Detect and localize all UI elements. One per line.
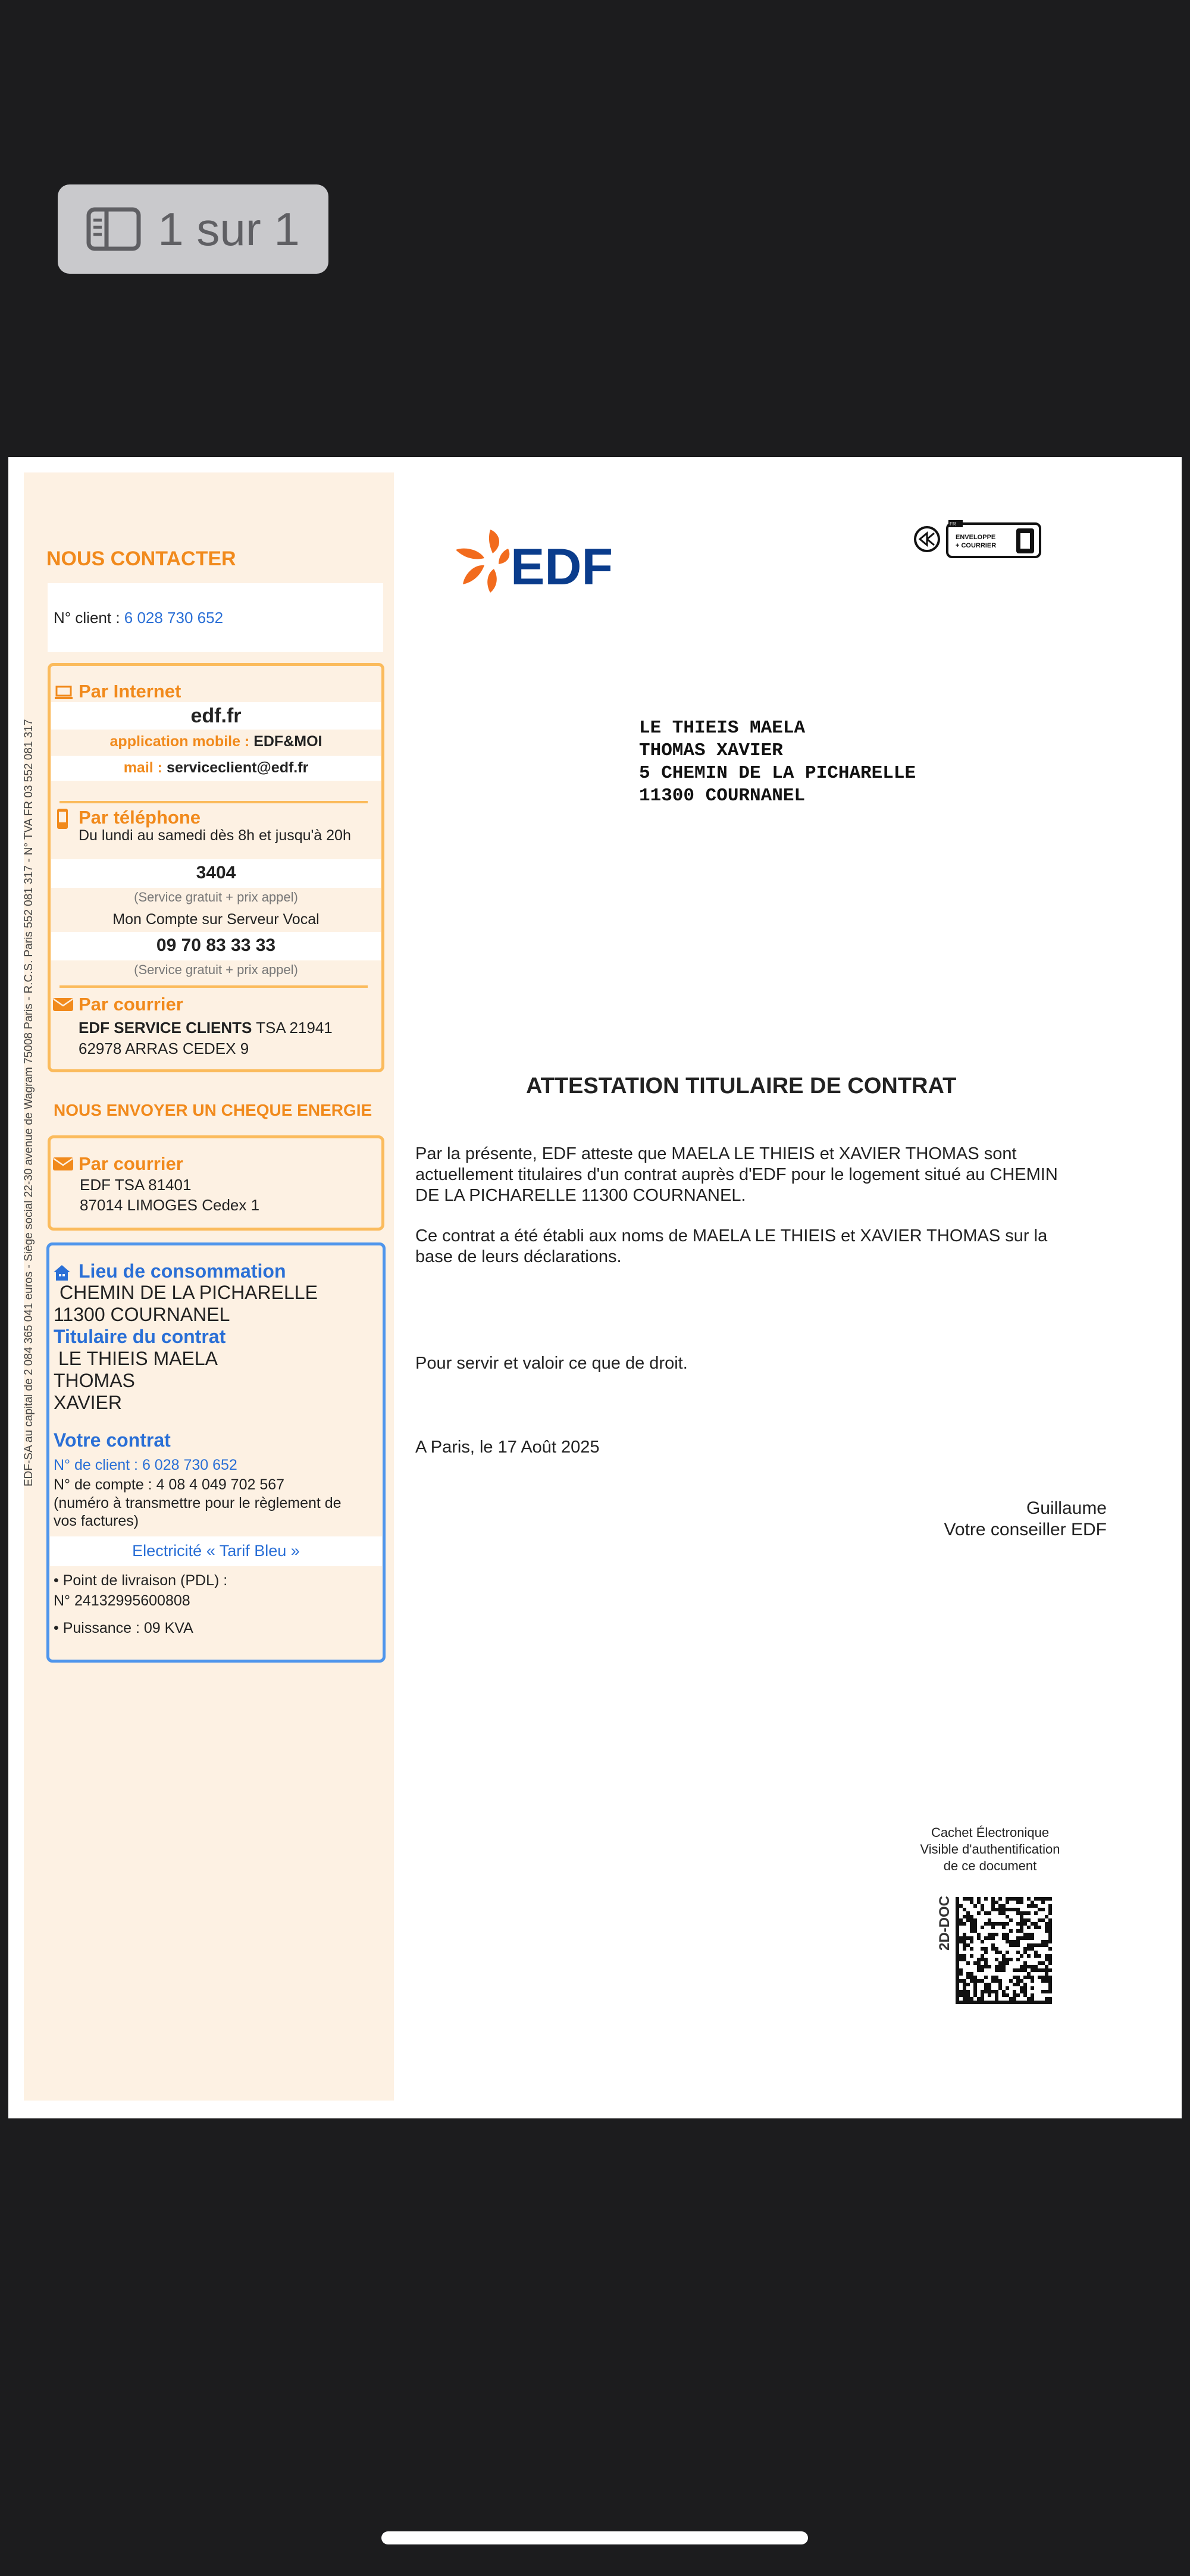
contact-title: NOUS CONTACTER [46, 547, 236, 570]
internet-title: Par Internet [79, 681, 181, 702]
contract-title: Votre contrat [54, 1429, 171, 1451]
envelope-icon [52, 1157, 74, 1171]
datamatrix-label: 2D-DOC [937, 1895, 953, 1951]
mail-service-name: EDF SERVICE CLIENTS [79, 1019, 252, 1037]
contract-client-number: N° de client : 6 028 730 652 [54, 1457, 237, 1473]
pdl-label: • Point de livraison (PDL) : [54, 1572, 228, 1589]
phone-number-2[interactable]: 09 70 83 33 33 [156, 935, 276, 955]
cheque-title: NOUS ENVOYER UN CHEQUE ENERGIE [54, 1101, 372, 1119]
divider [60, 985, 368, 988]
phone-hours: Du lundi au samedi dès 8h et jusqu'à 20h [79, 827, 351, 844]
letter-date: A Paris, le 17 Août 2025 [415, 1438, 600, 1457]
contract-account-note-2: vos factures) [54, 1513, 139, 1529]
phone-icon [56, 808, 69, 830]
paragraph-3: Pour servir et valoir ce que de droit. [415, 1354, 688, 1373]
house-icon [52, 1264, 71, 1282]
mail-title: Par courrier [79, 994, 183, 1015]
home-indicator[interactable] [381, 2531, 808, 2544]
contract-offer: Electricité « Tarif Bleu » [132, 1542, 300, 1560]
seal-caption-line-2: Visible d'authentification [920, 1842, 1060, 1857]
recipient-line-3: 5 CHEMIN DE LA PICHARELLE [639, 763, 916, 784]
edf-logo-icon [453, 522, 632, 600]
app-line [51, 733, 381, 750]
mail-service-tsa: TSA 21941 [252, 1019, 333, 1037]
pdl-number: N° 24132995600808 [54, 1592, 190, 1609]
datamatrix-code [956, 1897, 1054, 2007]
envelope-icon [52, 997, 74, 1012]
consumption-address-2: 11300 COURNANEL [54, 1304, 230, 1325]
paragraph-2 [415, 1226, 1106, 1267]
page-indicator[interactable] [58, 184, 328, 274]
holder-name-1: LE THIEIS MAELA [58, 1348, 218, 1369]
paragraph-2-line-2: base de leurs déclarations. [415, 1247, 622, 1266]
seal-caption-line-3: de ce document [943, 1858, 1037, 1873]
paragraph-1-line-1: Par la présente, EDF atteste que MAELA LE THIEIS et XAVIER THOMAS sont [415, 1144, 1017, 1163]
signer-name: Guillaume [1026, 1498, 1107, 1518]
holder-name-2: THOMAS [54, 1370, 135, 1391]
website-link[interactable]: edf.fr [190, 705, 242, 727]
cheque-address-line-2: 87014 LIMOGES Cedex 1 [80, 1196, 260, 1214]
cheque-address-line-1: EDF TSA 81401 [80, 1176, 192, 1194]
holder-name-3: XAVIER [54, 1392, 122, 1413]
seal-caption [865, 1824, 1115, 1874]
sidebar-icon [86, 207, 141, 251]
client-number-value: 6 028 730 652 [124, 609, 224, 627]
phone-note-2: (Service gratuit + prix appel) [134, 962, 298, 977]
recipient-line-2: THOMAS XAVIER [639, 740, 783, 761]
cheque-mail-title: Par courrier [79, 1153, 183, 1174]
paragraph-1-line-3: DE LA PICHARELLE 11300 COURNANEL. [415, 1186, 746, 1205]
divider [60, 801, 368, 803]
recipient-line-4: 11300 COURNANEL [639, 785, 806, 806]
page-indicator-label: 1 sur 1 [158, 202, 300, 255]
contract-power: • Puissance : 09 KVA [54, 1620, 193, 1636]
logo-wordmark: EDF [511, 539, 613, 596]
mail-line [51, 759, 381, 777]
edf-logo [453, 522, 632, 600]
signer-role: Votre conseiller EDF [944, 1520, 1107, 1539]
app-name[interactable]: EDF&MOI [253, 733, 322, 750]
computer-icon [55, 686, 73, 700]
seal-caption-line-1: Cachet Électronique [931, 1825, 1050, 1840]
letter-title: ATTESTATION TITULAIRE DE CONTRAT [526, 1073, 957, 1098]
client-label: N° client : [54, 609, 124, 627]
postal-badge-icon [912, 520, 1054, 562]
badge-text-1: ENVELOPPE [956, 534, 996, 541]
vocal-label: Mon Compte sur Serveur Vocal [112, 911, 320, 928]
app-label: application mobile : [109, 733, 254, 750]
mail-label: mail : [123, 759, 167, 776]
mail-address-line-2: 62978 ARRAS CEDEX 9 [79, 1040, 249, 1057]
consumption-address-1: CHEMIN DE LA PICHARELLE [60, 1282, 318, 1303]
contract-account-note-1: (numéro à transmettre pour le règlement de [54, 1495, 342, 1511]
badge-mark: FR [950, 521, 956, 527]
contract-account-number: N° de compte : 4 08 4 049 702 567 [54, 1476, 285, 1493]
legal-text: EDF-SA au capital de 2 084 365 041 euros - Siège social 22-30 avenue de Wagram 75008 Paris - R.C.S. Paris 552 081 317 - N° TVA FR 03 552 081 317 [23, 719, 35, 1486]
consumption-title: Lieu de consommation [79, 1260, 286, 1282]
client-number [54, 609, 223, 627]
holder-title: Titulaire du contrat [54, 1326, 226, 1347]
badge-text-2: + COURRIER [956, 542, 997, 549]
phone-note-1: (Service gratuit + prix appel) [134, 890, 298, 904]
paragraph-1 [415, 1144, 1106, 1206]
phone-title: Par téléphone [79, 807, 201, 828]
phone-number-1[interactable]: 3404 [196, 863, 236, 882]
mail-address-line-1 [79, 1019, 333, 1037]
recipient-line-1: LE THIEIS MAELA [639, 718, 806, 738]
paragraph-1-line-2: actuellement titulaires d'un contrat auprès d'EDF pour le logement situé au CHEMIN [415, 1165, 1058, 1184]
mail-address[interactable]: serviceclient@edf.fr [166, 759, 309, 776]
paragraph-2-line-1: Ce contrat a été établi aux noms de MAELA LE THIEIS et XAVIER THOMAS sur la [415, 1226, 1048, 1245]
document-page [8, 457, 1182, 2118]
